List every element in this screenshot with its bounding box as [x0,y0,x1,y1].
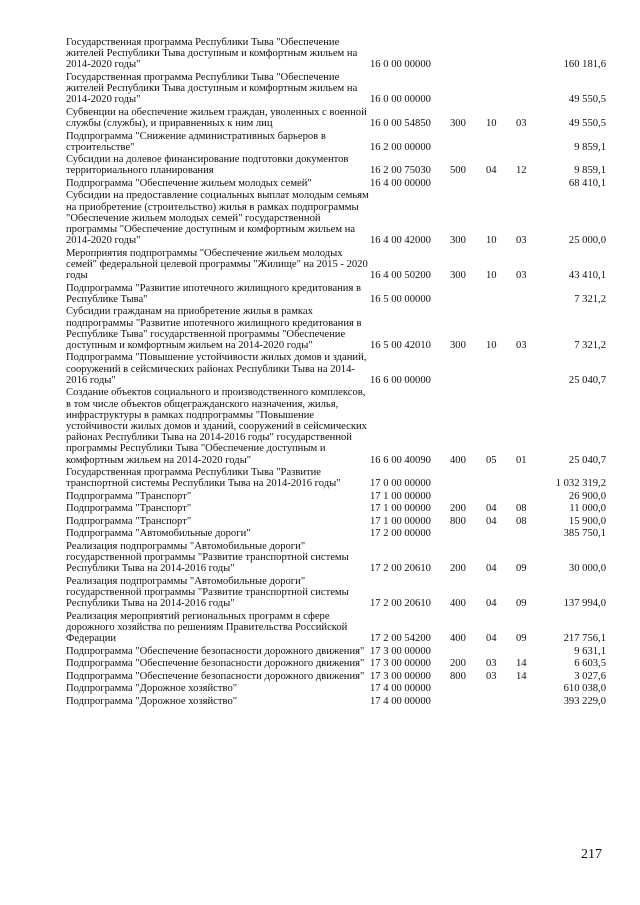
expense-type-cell: 800 [450,670,466,682]
row-name-cell: Подпрограмма "Автомобильные дороги" [66,528,251,540]
target-code-cell: 17 3 00 00000 [370,670,431,682]
amount-cell: 7 321,2 [574,293,606,305]
expense-type-cell: 200 [450,563,466,575]
table-row [66,467,606,491]
section-cell [486,467,516,491]
subsection-cell: 03 [516,118,527,130]
subsection-cell [516,72,540,107]
expense-type-cell [450,528,486,541]
table-row [66,154,606,178]
amount-cell: 6 603,5 [574,658,606,669]
subsection-cell [516,37,540,72]
section-cell: 10 [486,235,497,247]
target-code-cell: 16 2 00 00000 [370,141,431,153]
amount-cell: 49 550,5 [568,94,606,106]
row-name-cell: Реализация подпрограммы "Автомобильные дороги" государственной программы "Развитие транспортной системы Республики Тыва на 2014-2016 годы" [66,575,349,610]
amount-cell: 393 229,0 [563,695,606,707]
section-cell: 04 [486,563,497,575]
target-code-cell: 17 2 00 20610 [370,598,431,610]
row-name-cell: Государственная программа Республики Тыва "Обеспечение жителей Республики Тыва доступным и комфортным жильем на 2014-2020 годы" [66,37,358,71]
subsection-cell: 03 [516,270,527,282]
section-cell [486,491,516,504]
expense-type-cell [450,467,486,491]
table-row [66,541,606,576]
expense-type-cell [450,696,486,709]
target-code-cell: 16 0 00 00000 [370,94,431,106]
row-name-cell: Мероприятия подпрограммы "Обеспечение жильем молодых семей" федеральной целевой программы "Жилище" на 2015 - 2020 годы [66,247,368,282]
expense-type-cell: 400 [450,454,466,466]
section-cell: 04 [486,515,497,527]
target-code-cell: 17 3 00 00000 [370,645,431,657]
table-row [66,72,606,107]
target-code-cell: 17 3 00 00000 [370,658,431,669]
subsection-cell: 03 [516,339,527,351]
amount-cell: 9 631,1 [574,645,606,657]
amount-cell: 385 750,1 [563,528,606,540]
section-cell: 04 [486,633,497,644]
expense-type-cell: 300 [450,270,466,282]
table-row [66,107,606,131]
amount-cell: 9 859,1 [574,165,606,177]
amount-cell: 25 040,7 [568,454,606,466]
expense-type-cell [450,37,486,72]
section-cell: 10 [486,339,497,351]
subsection-cell: 08 [516,503,527,515]
budget-table [66,37,606,708]
section-cell: 10 [486,270,497,282]
amount-cell: 137 994,0 [563,598,606,610]
row-name-cell: Реализация мероприятий региональных программ в сфере дорожного хозяйства по решениям Правительства Российской Федерации [66,610,348,644]
table-row [66,37,606,72]
row-name-cell: Субсидии гражданам на приобретение жилья в рамках подпрограммы "Развитие ипотечного жилищного кредитования в Республике Тыва" государственной программы "Обеспечение доступным и комфортным жильем на 2014-2020 годы" [66,306,362,351]
target-code-cell: 17 4 00 00000 [370,683,431,694]
row-name-cell: Государственная программа Республики Тыва "Развитие транспортной системы Республики Тыва на 2014-2016 годы" [66,467,341,490]
row-name-cell: Подпрограмма "Транспорт" [66,490,192,502]
amount-cell: 217 756,1 [563,633,606,644]
table-row [66,696,606,709]
section-cell [486,131,516,155]
table-row [66,516,606,529]
table-row [66,528,606,541]
section-cell: 03 [486,658,497,669]
target-code-cell: 17 1 00 00000 [370,503,431,515]
subsection-cell [516,696,540,709]
row-name-cell: Подпрограмма "Повышение устойчивости жилых домов и зданий, сооружений в сейсмических районах Республики Тыва на 2014-2016 годы" [66,352,367,386]
table-row [66,503,606,516]
target-code-cell: 16 6 00 40090 [370,454,431,466]
amount-cell: 160 181,6 [563,59,606,71]
expense-type-cell: 500 [450,165,466,177]
section-cell [486,283,516,307]
subsection-cell [516,646,540,659]
row-name-cell: Подпрограмма "Обеспечение безопасности дорожного движения" [66,658,365,669]
target-code-cell: 17 2 00 54200 [370,633,431,644]
target-code-cell: 17 2 00 20610 [370,563,431,575]
section-cell: 04 [486,598,497,610]
row-name-cell: Субсидии на долевое финансирование подготовки документов территориального планирования [66,154,349,177]
amount-cell: 68 410,1 [568,177,606,189]
target-code-cell: 17 1 00 00000 [370,490,431,502]
expense-type-cell: 400 [450,633,466,644]
target-code-cell: 16 5 00 00000 [370,293,431,305]
expense-type-cell [450,72,486,107]
subsection-cell: 08 [516,515,527,527]
row-name-cell: Создание объектов социального и производственного комплексов, в том числе объектов общегражданского назначения, жилья, инфраструктуры в рамках подпрограммы "Повышение устойчивости жилых домов и зданий, сооружений в сейсмических районах Республики Тыва на 2014-2016 годы" государственной программы Республики Тыва "Обеспечение доступным и комфортным жильем на 2014-2020 годы" [66,387,367,466]
subsection-cell: 09 [516,598,527,610]
expense-type-cell [450,131,486,155]
section-cell [486,683,516,696]
subsection-cell: 09 [516,633,527,644]
table-row [66,646,606,659]
subsection-cell: 01 [516,454,527,466]
table-row [66,306,606,352]
table-row [66,352,606,387]
expense-type-cell [450,683,486,696]
subsection-cell [516,283,540,307]
expense-type-cell [450,646,486,659]
target-code-cell: 17 1 00 00000 [370,515,431,527]
subsection-cell: 14 [516,670,527,682]
section-cell: 04 [486,165,497,177]
table-row [66,658,606,671]
subsection-cell: 12 [516,165,527,177]
target-code-cell: 16 4 00 42000 [370,235,431,247]
target-code-cell: 16 2 00 75030 [370,165,431,177]
expense-type-cell: 800 [450,515,466,527]
target-code-cell: 17 0 00 00000 [370,478,431,490]
subsection-cell: 03 [516,235,527,247]
target-code-cell: 17 4 00 00000 [370,695,431,707]
section-cell: 04 [486,503,497,515]
target-code-cell: 16 4 00 00000 [370,177,431,189]
target-code-cell: 16 0 00 00000 [370,59,431,71]
subsection-cell: 09 [516,563,527,575]
section-cell: 10 [486,118,497,130]
subsection-cell: 14 [516,658,527,669]
row-name-cell: Подпрограмма "Обеспечение безопасности дорожного движения" [66,670,365,682]
target-code-cell: 17 2 00 00000 [370,528,431,540]
amount-cell: 25 040,7 [568,374,606,386]
amount-cell: 11 000,0 [569,503,606,515]
target-code-cell: 16 0 00 54850 [370,118,431,130]
amount-cell: 610 038,0 [563,683,606,694]
row-name-cell: Подпрограмма "Транспорт" [66,503,192,515]
amount-cell: 30 000,0 [568,563,606,575]
section-cell [486,37,516,72]
amount-cell: 7 321,2 [574,339,606,351]
row-name-cell: Подпрограмма "Дорожное хозяйство" [66,695,238,707]
table-row [66,131,606,155]
row-name-cell: Подпрограмма "Транспорт" [66,515,192,527]
row-name-cell: Подпрограмма "Развитие ипотечного жилищного кредитования в Республике Тыва" [66,282,362,305]
expense-type-cell: 400 [450,598,466,610]
target-code-cell: 16 6 00 00000 [370,374,431,386]
amount-cell: 49 550,5 [568,118,606,130]
expense-type-cell: 200 [450,658,466,669]
table-row [66,611,606,646]
subsection-cell [516,683,540,696]
section-cell [486,528,516,541]
row-name-cell: Подпрограмма "Снижение административных барьеров в строительстве" [66,130,326,153]
target-code-cell: 16 4 00 50200 [370,270,431,282]
expense-type-cell: 200 [450,503,466,515]
amount-cell: 1 032 319,2 [555,478,606,490]
amount-cell: 25 000,0 [568,235,606,247]
subsection-cell [516,352,540,387]
expense-type-cell: 300 [450,235,466,247]
amount-cell: 3 027,6 [574,670,606,682]
section-cell [486,72,516,107]
expense-type-cell: 300 [450,339,466,351]
amount-cell: 43 410,1 [568,270,606,282]
section-cell [486,178,516,191]
subsection-cell [516,178,540,191]
expense-type-cell [450,283,486,307]
row-name-cell: Субвенции на обеспечение жильем граждан, уволенных с военной службы (службы), и приравненных к ним лиц [66,106,367,130]
expense-type-cell [450,178,486,191]
table-row [66,283,606,307]
row-name-cell: Подпрограмма "Обеспечение жильем молодых семей" [66,177,312,189]
table-row [66,248,606,283]
section-cell: 03 [486,670,497,682]
row-name-cell: Государственная программа Республики Тыва "Обеспечение жителей Республики Тыва доступным и комфортным жильем на 2014-2020 годы" [66,71,358,106]
row-name-cell: Субсидии на предоставление социальных выплат молодым семьям на приобретение (строительство) жилья в рамках подпрограммы "Обеспечение жильем молодых семей" государственной программы "Обеспечение доступным и комфортным жильем на 2014-2020 годы" [66,190,369,247]
table-row [66,671,606,684]
page-number: 217 [581,847,602,862]
table-row [66,178,606,191]
table-row [66,683,606,696]
table-row [66,387,606,467]
section-cell [486,646,516,659]
section-cell [486,352,516,387]
expense-type-cell [450,491,486,504]
amount-cell: 15 900,0 [568,515,606,527]
table-row [66,576,606,611]
row-name-cell: Подпрограмма "Дорожное хозяйство" [66,683,238,694]
target-code-cell: 16 5 00 42010 [370,339,431,351]
amount-cell: 26 900,0 [568,490,606,502]
subsection-cell [516,491,540,504]
amount-cell: 9 859,1 [574,141,606,153]
table-row [66,491,606,504]
subsection-cell [516,528,540,541]
budget-table-body [66,37,606,708]
expense-type-cell: 300 [450,118,466,130]
row-name-cell: Реализация подпрограммы "Автомобильные дороги" государственной программы "Развитие транспортной системы Республики Тыва на 2014-2016 годы" [66,540,349,575]
subsection-cell [516,131,540,155]
section-cell [486,696,516,709]
section-cell: 05 [486,454,497,466]
row-name-cell: Подпрограмма "Обеспечение безопасности дорожного движения" [66,645,365,657]
subsection-cell [516,467,540,491]
table-row [66,190,606,247]
expense-type-cell [450,352,486,387]
